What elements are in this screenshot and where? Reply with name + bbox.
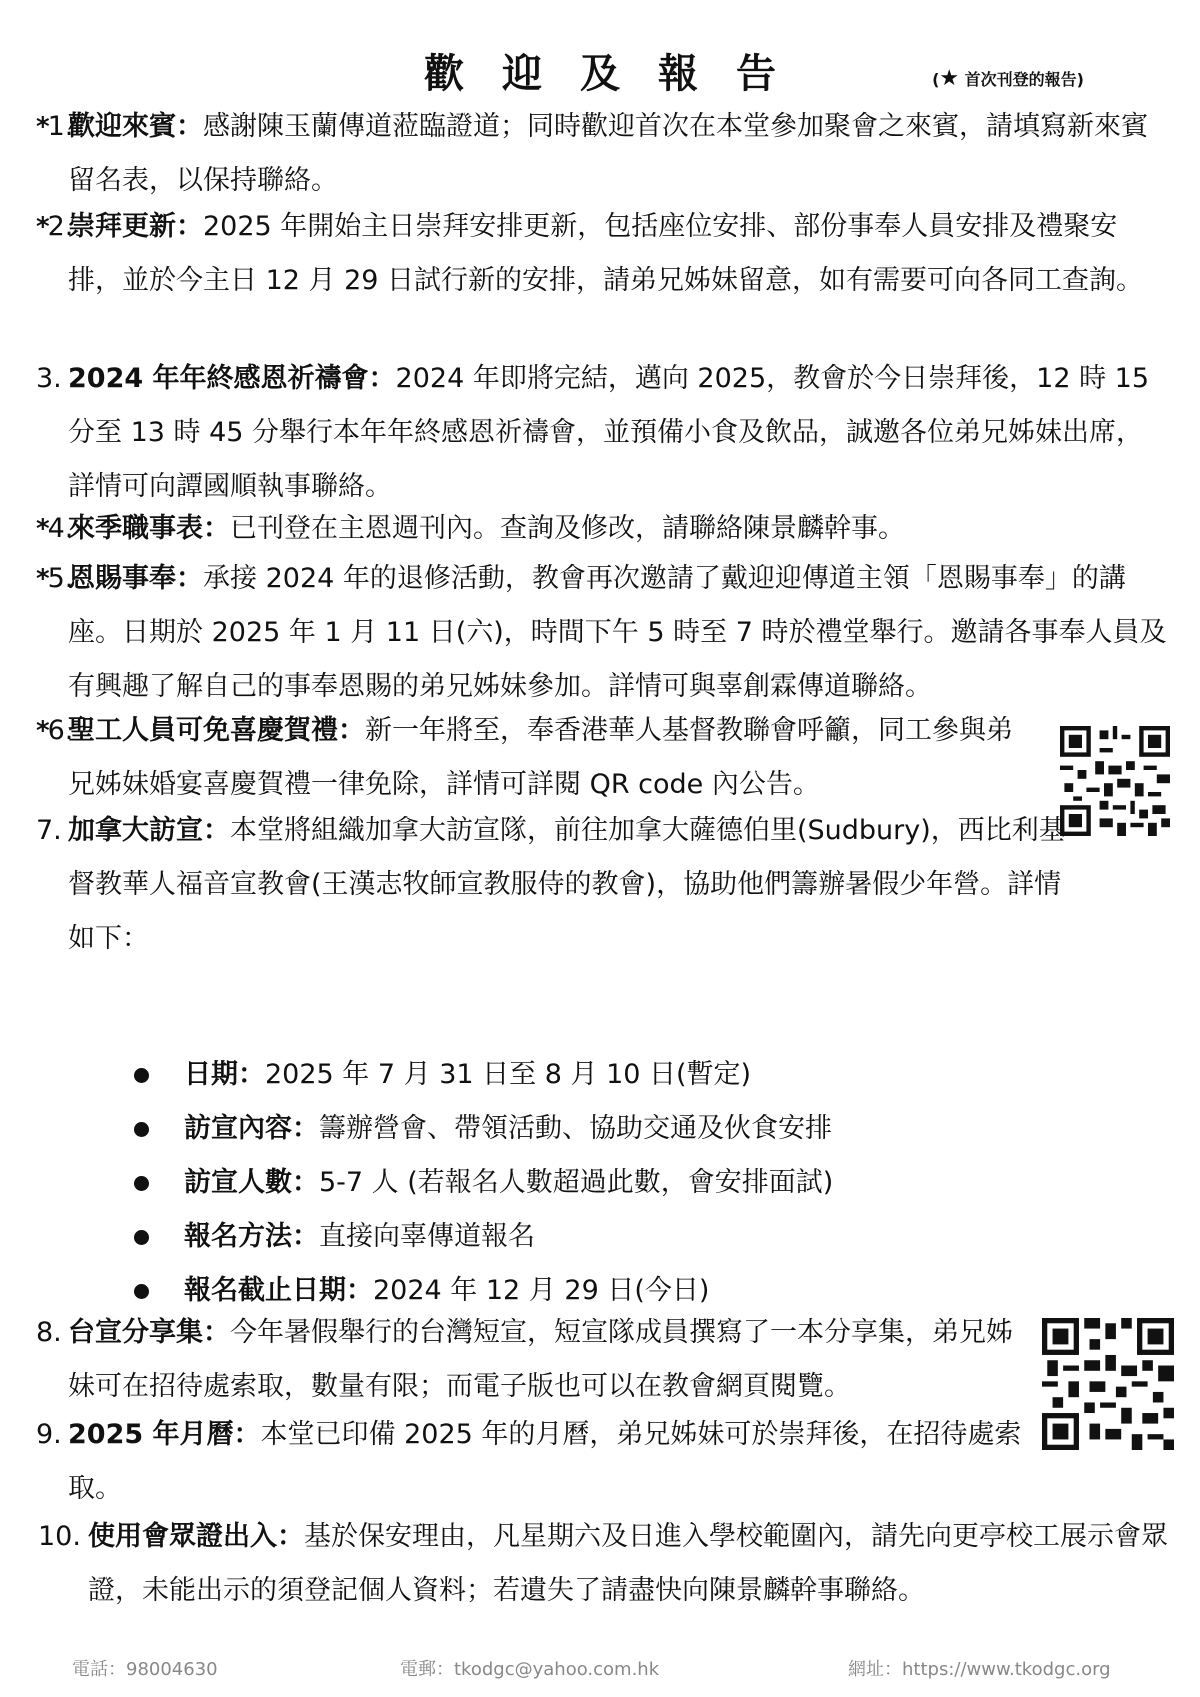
star-icon: * xyxy=(36,112,50,142)
report-item: *6. 聖工人員可免喜慶賀禮：新一年將至，奉香港華人基督教聯會呼籲，同工參與弟兄姊妹婚宴喜慶賀禮一律免除，詳情可詳閱 QR code 內公告。 xyxy=(36,715,1013,800)
bullet-icon xyxy=(134,1284,149,1299)
list-item: 訪宣人數：5-7 人 (若報名人數超過此數，會安排面試) xyxy=(128,1156,1028,1210)
bullet-icon xyxy=(134,1230,149,1245)
report-item: 7. 加拿大訪宣：本堂將組織加拿大訪宣隊，前往加拿大薩德伯里(Sudbury)，西比利基督教華人福音宣教會(王漢志牧師宣教服侍的教會)，協助他們籌辦暑假少年營。詳情如下： xyxy=(36,815,1066,954)
report-item: 10. 使用會眾證出入：基於保安理由，凡星期六及日進入學校範圍內，請先向更亭校工展示會眾證，未能出示的須登記個人資料；若遺失了請盡快向陳景麟幹事聯絡。 xyxy=(38,1521,1168,1606)
report-item: *1. 歡迎來賓：感謝陳玉蘭傳道蒞臨證道；同時歡迎首次在本堂參加聚會之來賓，請填寫新來賓留名表，以保持聯絡。 xyxy=(36,111,1148,196)
first-publish-legend: (★ 首次刊登的報告) xyxy=(932,66,1084,91)
report-item: *4. 來季職事表：已刊登在主恩週刊內。查詢及修改，請聯絡陳景麟幹事。 xyxy=(36,513,905,544)
report-item: 3. 2024 年年終感恩祈禱會：2024 年即將完結，邁向 2025，教會於今日崇拜後，12 時 15 分至 13 時 45 分舉行本年年終感恩祈禱會，並預備小食及飲品，誠邀各位弟兄姊妹出席，詳情可向譚國順執事聯絡。 xyxy=(36,363,1150,502)
page-title: 歡迎及報告 xyxy=(424,51,814,97)
report-item: *2. 崇拜更新：2025 年開始主日崇拜安排更新，包括座位安排、部份事奉人員安排及禮聚安排，並於今主日 12 月 29 日試行新的安排，請弟兄姊妹留意，如有需要可向各同工查詢。 xyxy=(36,211,1144,296)
mission-details-list xyxy=(128,1048,1028,1318)
footer-phone: 電話：98004630 xyxy=(72,1659,218,1680)
list-item: 報名方法：直接向辜傳道報名 xyxy=(128,1210,1028,1264)
report-item: 9. 2025 年月曆：本堂已印備 2025 年的月曆，弟兄姊妹可於崇拜後，在招待處索取。 xyxy=(36,1419,1022,1504)
star-icon: * xyxy=(36,212,50,242)
star-icon: * xyxy=(36,564,50,594)
star-icon: * xyxy=(36,716,50,746)
footer-website[interactable]: 網址：https://www.tkodgc.org xyxy=(848,1659,1111,1680)
list-item: 日期：2025 年 7 月 31 日至 8 月 10 日(暫定) xyxy=(128,1048,1028,1102)
list-item: 報名截止日期：2024 年 12 月 29 日(今日) xyxy=(128,1264,1028,1318)
bullet-icon xyxy=(134,1176,149,1191)
report-item: 8. 台宣分享集：今年暑假舉行的台灣短宣，短宣隊成員撰寫了一本分享集，弟兄姊妹可在招待處索取，數量有限；而電子版也可以在教會網頁閱覽。 xyxy=(36,1317,1013,1402)
qr-code-icon[interactable] xyxy=(1042,1318,1174,1450)
footer-email[interactable]: 電郵：tkodgc@yahoo.com.hk xyxy=(400,1659,660,1680)
bullet-icon xyxy=(134,1068,149,1083)
report-item: *5. 恩賜事奉：承接 2024 年的退修活動，教會再次邀請了戴迎迎傳道主領「恩賜事奉」的講座。日期於 2025 年 1 月 11 日(六)，時間下午 5 時至 7 時於禮堂舉行。邀請各事奉人員及有興趣了解自己的事奉恩賜的弟兄姊妹參加。詳情可與辜創霖傳道聯絡。 xyxy=(36,563,1167,702)
star-icon: * xyxy=(36,514,50,544)
list-item: 訪宣內容：籌辦營會、帶領活動、協助交通及伙食安排 xyxy=(128,1102,1028,1156)
bullet-icon xyxy=(134,1122,149,1137)
star-icon: ★ xyxy=(939,66,960,91)
